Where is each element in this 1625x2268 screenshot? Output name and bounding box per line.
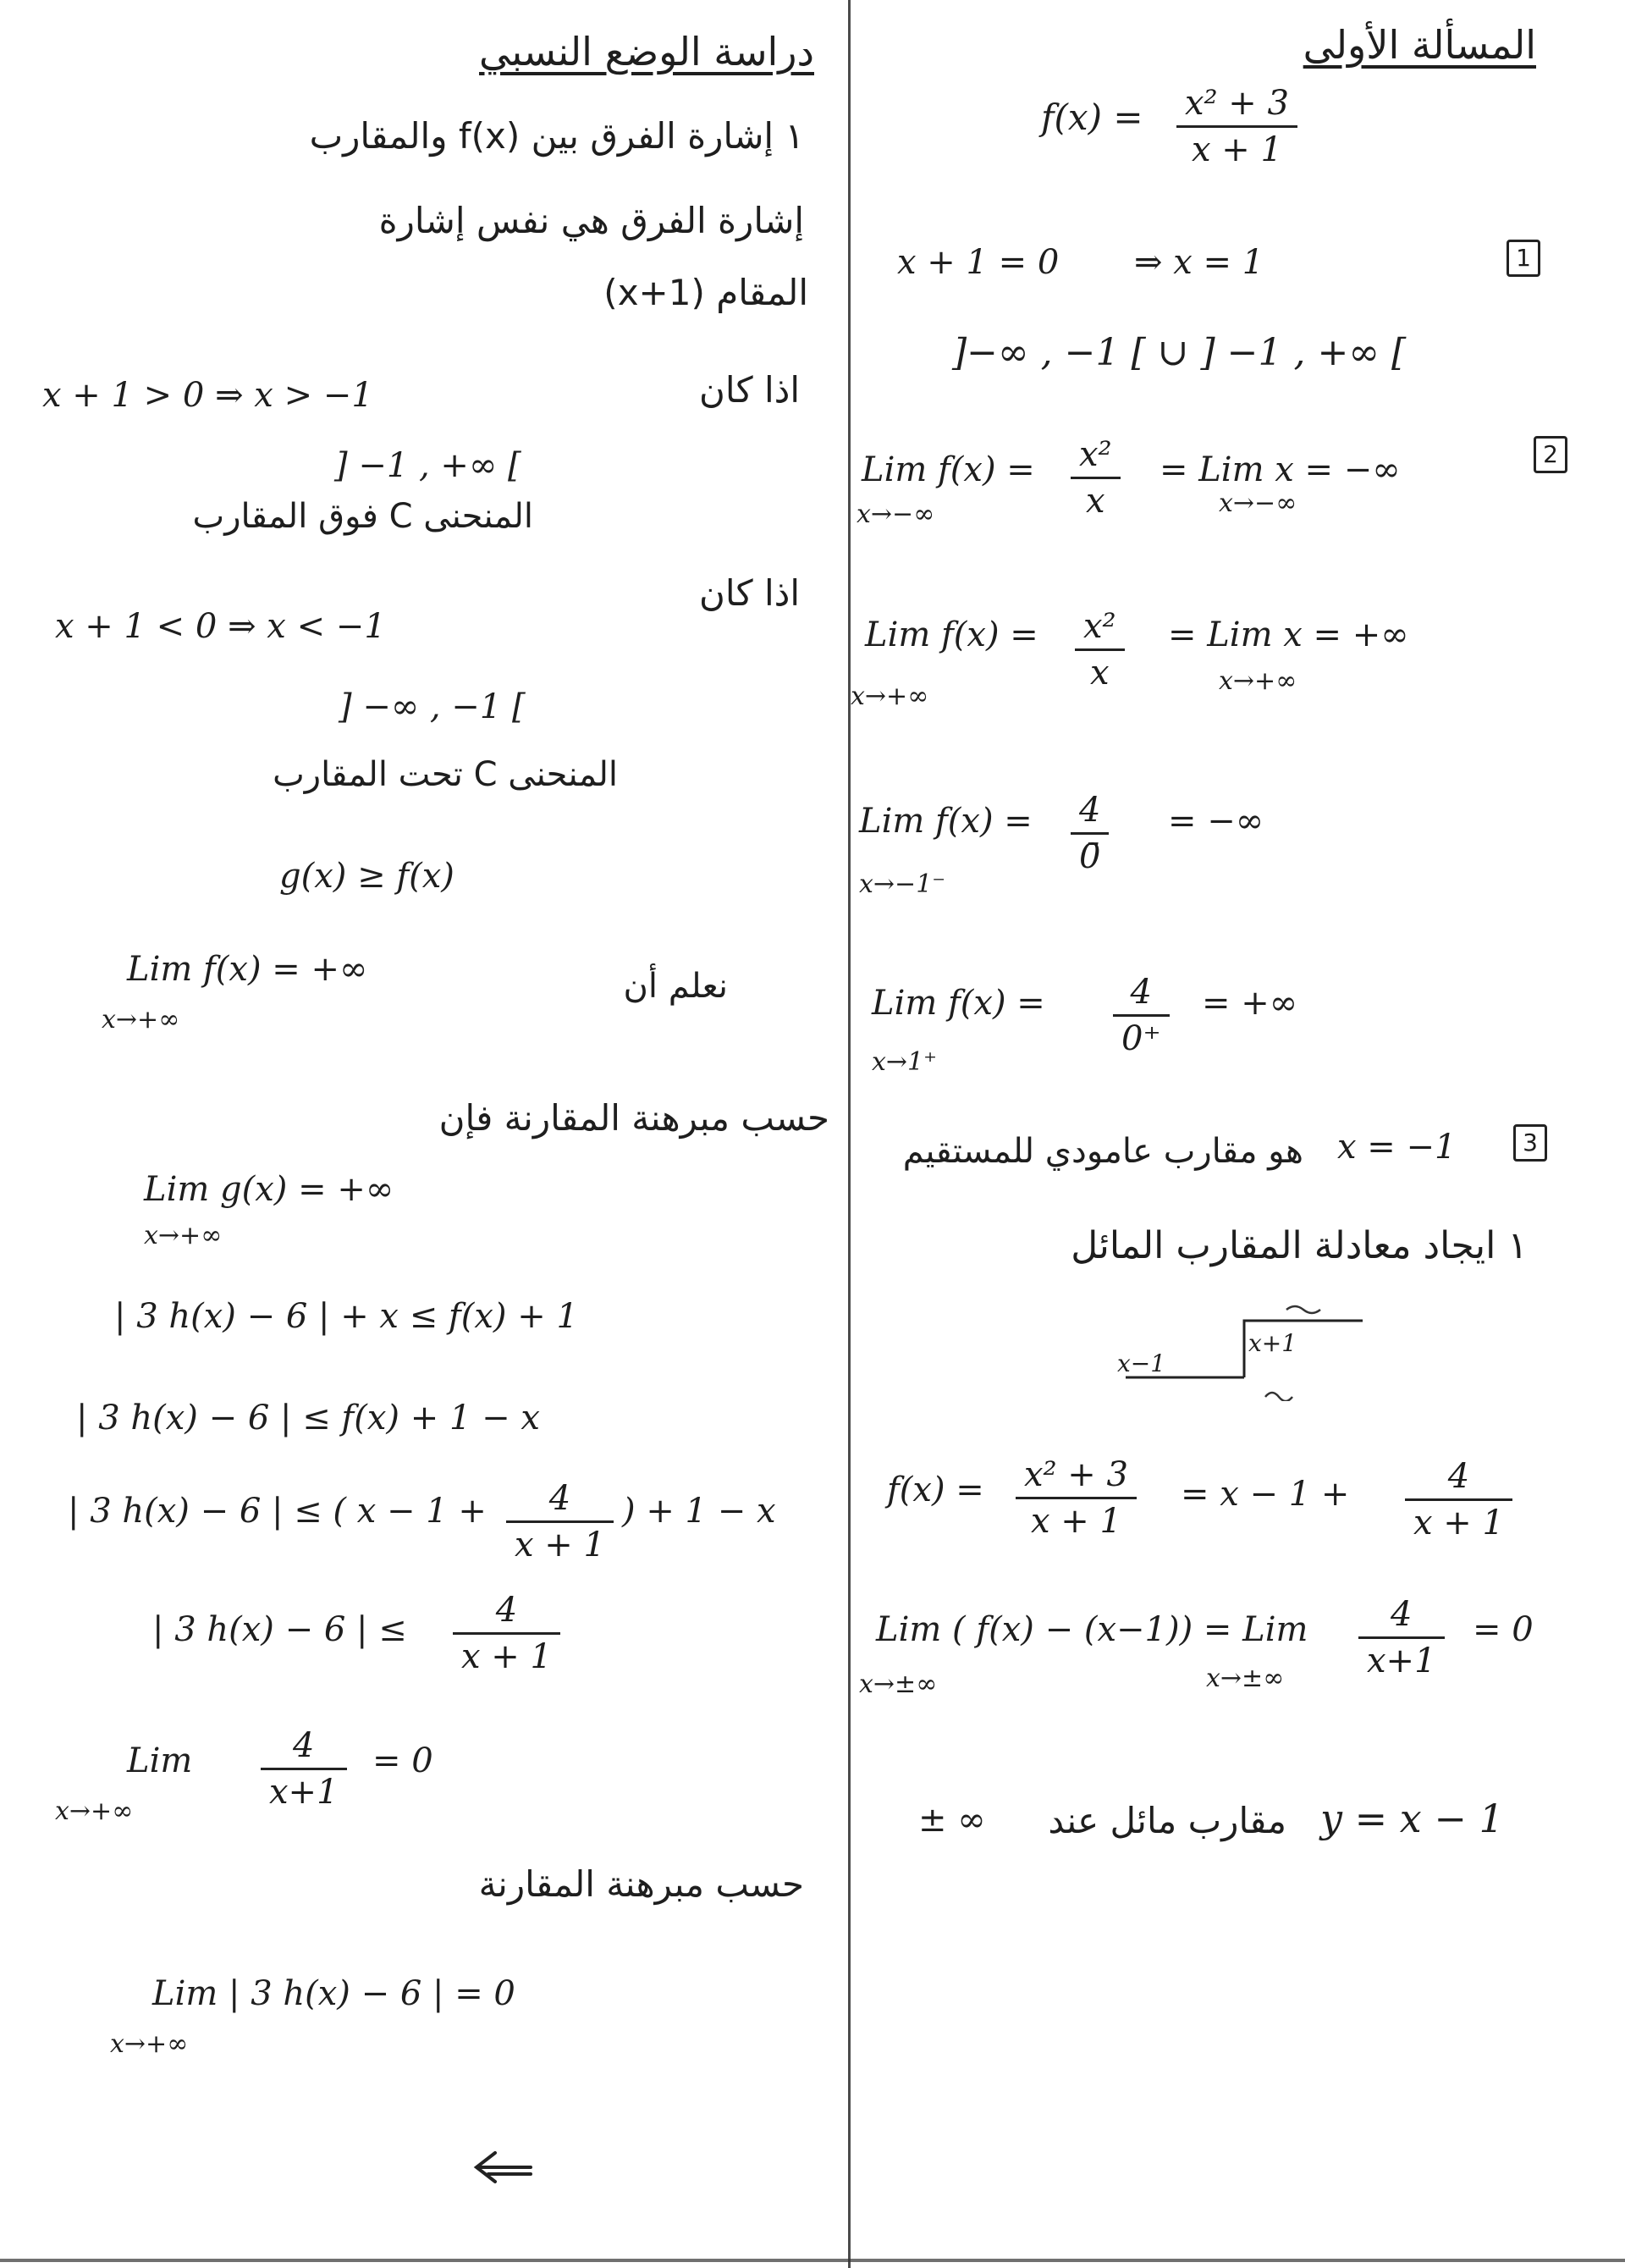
lim-f-sub: x→+∞ bbox=[102, 1005, 180, 1035]
final-limit-sub: x→+∞ bbox=[110, 2029, 189, 2059]
lim-f: Lim f(x) = +∞ bbox=[127, 950, 368, 989]
lim-g: Lim g(x) = +∞ bbox=[144, 1170, 394, 1209]
lim-4-denominator: x+1 bbox=[269, 1773, 339, 1812]
remainder-denominator: x + 1 bbox=[1413, 1504, 1504, 1542]
limit-4-label: Lim f(x) = bbox=[872, 984, 1045, 1023]
limit-1-numerator: x² bbox=[1079, 435, 1112, 474]
back-arrow-icon bbox=[470, 2146, 537, 2188]
f-definition-label: f(x) = bbox=[1041, 97, 1143, 138]
lim-4-fraction bbox=[261, 1727, 347, 1811]
remainder-numerator: 4 bbox=[1447, 1457, 1470, 1496]
lim-4-sub: x→+∞ bbox=[55, 1796, 134, 1826]
fraction-bar bbox=[453, 1632, 560, 1635]
limit-1-denominator: x bbox=[1086, 482, 1105, 521]
right-title: المسألة الأولى bbox=[1303, 22, 1536, 68]
fraction-bar bbox=[1016, 1497, 1137, 1499]
fraction-bar bbox=[1176, 125, 1297, 128]
case-2-interval: ] −∞ , −1 [ bbox=[339, 687, 526, 726]
limit-1-fraction bbox=[1071, 436, 1121, 520]
f-definition-denominator: x + 1 bbox=[1192, 130, 1282, 169]
fraction-bar bbox=[1405, 1498, 1512, 1501]
f-decomposition-middle: = x − 1 + bbox=[1181, 1475, 1350, 1514]
limit-1-result-sub: x→−∞ bbox=[1219, 488, 1297, 518]
theorem-1-text: حسب مبرهنة المقارنة فإن bbox=[438, 1097, 829, 1139]
bottom-edge-line bbox=[0, 2259, 1625, 2262]
case-2-inequality: x + 1 < 0 ⇒ x < −1 bbox=[55, 607, 386, 646]
lim-4-result: = 0 bbox=[372, 1741, 433, 1780]
limit-2-numerator: x² bbox=[1083, 607, 1116, 646]
left-step-3: المقام (x+1) bbox=[603, 272, 808, 313]
inequality-3-left: | 3 h(x) − 6 | ≤ ( x − 1 + bbox=[68, 1492, 487, 1531]
limit-3-fraction bbox=[1071, 792, 1109, 875]
g-inequality: g(x) ≥ f(x) bbox=[279, 857, 454, 896]
left-step-2: إشارة الفرق هي نفس إشارة bbox=[378, 200, 804, 241]
vertical-asymptote-equation: x = −1 bbox=[1337, 1128, 1457, 1167]
limit-1-result: = Lim x = −∞ bbox=[1160, 450, 1401, 489]
division-quotient: x−1 bbox=[1117, 1349, 1166, 1377]
f-decomposition-remainder-fraction bbox=[1405, 1458, 1512, 1542]
fraction-bar bbox=[1075, 648, 1125, 651]
limit-2-fraction bbox=[1075, 608, 1125, 692]
inequality-4-numerator: 4 bbox=[495, 1591, 518, 1630]
limit-2-denominator: x bbox=[1090, 654, 1110, 693]
if-1-label: اذا كان bbox=[698, 369, 800, 411]
limit-5-sub: x→±∞ bbox=[859, 1669, 938, 1699]
f-definition-numerator: x² + 3 bbox=[1185, 84, 1289, 123]
fraction-bar bbox=[1358, 1636, 1445, 1639]
f-decomposition-fraction bbox=[1016, 1456, 1137, 1540]
limit-5-result: = 0 bbox=[1473, 1610, 1534, 1649]
we-know-label: نعلم أن bbox=[623, 967, 728, 1006]
inequality-3-denominator: x + 1 bbox=[515, 1526, 605, 1564]
limit-4-result: = +∞ bbox=[1202, 984, 1298, 1023]
f-decomposition-denominator: x + 1 bbox=[1031, 1502, 1121, 1541]
scratch-division bbox=[1117, 1300, 1371, 1401]
limit-1-sub: x→−∞ bbox=[857, 499, 935, 529]
limit-4-fraction bbox=[1113, 974, 1170, 1057]
domain-set: ]−∞ , −1 [ ∪ ] −1 , +∞ [ bbox=[952, 331, 1407, 374]
fraction-bar bbox=[1113, 1014, 1170, 1017]
final-limit: Lim | 3 h(x) − 6 | = 0 bbox=[152, 1974, 515, 2013]
oblique-asymptote-title: ١ ايجاد معادلة المقارب المائل bbox=[1071, 1224, 1528, 1267]
division-divisor: x+1 bbox=[1248, 1329, 1297, 1357]
lim-4-label: Lim bbox=[127, 1741, 193, 1780]
conclusion-infinity: ± ∞ bbox=[918, 1801, 986, 1840]
fraction-bar bbox=[1071, 832, 1109, 835]
limit-3-denominator: 0̄ bbox=[1079, 837, 1101, 876]
limit-3-result: = −∞ bbox=[1168, 802, 1264, 841]
inequality-1: | 3 h(x) − 6 | + x ≤ f(x) + 1 bbox=[114, 1297, 578, 1336]
limit-4-numerator: 4 bbox=[1130, 973, 1152, 1012]
limit-5-denominator: x+1 bbox=[1367, 1642, 1436, 1680]
limit-5-fraction bbox=[1358, 1596, 1445, 1680]
left-title: دراسة الوضع النسبي bbox=[479, 29, 814, 74]
division-bracket-drawing bbox=[1117, 1300, 1371, 1401]
if-2-label: اذا كان bbox=[698, 572, 800, 614]
limit-2-label: Lim f(x) = bbox=[865, 615, 1038, 654]
question-2-box: 2 bbox=[1534, 436, 1567, 473]
vertical-asymptote-text: هو مقارب عامودي للمستقيم bbox=[902, 1132, 1303, 1171]
limit-5-numerator: 4 bbox=[1391, 1595, 1413, 1634]
lim-4-numerator: 4 bbox=[293, 1726, 315, 1765]
limit-5-sub-2: x→±∞ bbox=[1206, 1664, 1285, 1693]
lim-g-sub: x→+∞ bbox=[144, 1221, 223, 1250]
limit-1-label: Lim f(x) = bbox=[862, 450, 1035, 489]
conclusion-text: مقارب مائل عند bbox=[1048, 1800, 1286, 1841]
conclusion-equation: y = x − 1 bbox=[1320, 1796, 1504, 1841]
limit-3-numerator: 4 bbox=[1079, 791, 1101, 830]
limit-2-result-sub: x→+∞ bbox=[1219, 666, 1297, 696]
inequality-3-fraction bbox=[506, 1480, 614, 1564]
question-1-box: 1 bbox=[1507, 240, 1540, 277]
case-1-inequality: x + 1 > 0 ⇒ x > −1 bbox=[42, 376, 373, 415]
column-divider bbox=[848, 0, 851, 2268]
fraction-bar bbox=[261, 1768, 347, 1770]
inequality-4-left: | 3 h(x) − 6 | ≤ bbox=[152, 1610, 407, 1649]
limit-2-result: = Lim x = +∞ bbox=[1168, 615, 1409, 654]
left-step-1: ١ إشارة الفرق بين f(x) والمقارب bbox=[309, 115, 804, 157]
inequality-4-denominator: x + 1 bbox=[461, 1637, 552, 1676]
limit-2-sub: x→+∞ bbox=[851, 682, 929, 711]
domain-implication: ⇒ x = 1 bbox=[1134, 243, 1264, 282]
case-1-interval: ] −1 , +∞ [ bbox=[334, 446, 521, 485]
inequality-3-numerator: 4 bbox=[548, 1479, 571, 1518]
inequality-3-right: ) + 1 − x bbox=[622, 1492, 776, 1531]
limit-3-sub: x→−1⁻ bbox=[859, 869, 946, 899]
question-3-box: 3 bbox=[1513, 1124, 1547, 1162]
inequality-2: | 3 h(x) − 6 | ≤ f(x) + 1 − x bbox=[76, 1399, 540, 1438]
limit-3-label: Lim f(x) = bbox=[859, 802, 1033, 841]
inequality-4-fraction bbox=[453, 1592, 560, 1675]
f-decomposition-label: f(x) = bbox=[887, 1471, 984, 1509]
case-2-text: المنحنى C تحت المقارب bbox=[273, 755, 618, 794]
limit-4-sub: x→1⁺ bbox=[872, 1047, 937, 1077]
fraction-bar bbox=[506, 1520, 614, 1523]
fraction-bar bbox=[1071, 477, 1121, 479]
limit-5-label: Lim ( f(x) − (x−1)) = Lim bbox=[876, 1610, 1308, 1649]
domain-equation: x + 1 = 0 bbox=[897, 243, 1060, 282]
limit-4-denominator: 0⁺ bbox=[1121, 1019, 1161, 1058]
case-1-text: المنحنى C فوق المقارب bbox=[192, 497, 533, 536]
f-decomposition-numerator: x² + 3 bbox=[1024, 1455, 1128, 1494]
f-definition-fraction bbox=[1176, 85, 1297, 168]
theorem-2-text: حسب مبرهنة المقارنة bbox=[478, 1863, 804, 1905]
